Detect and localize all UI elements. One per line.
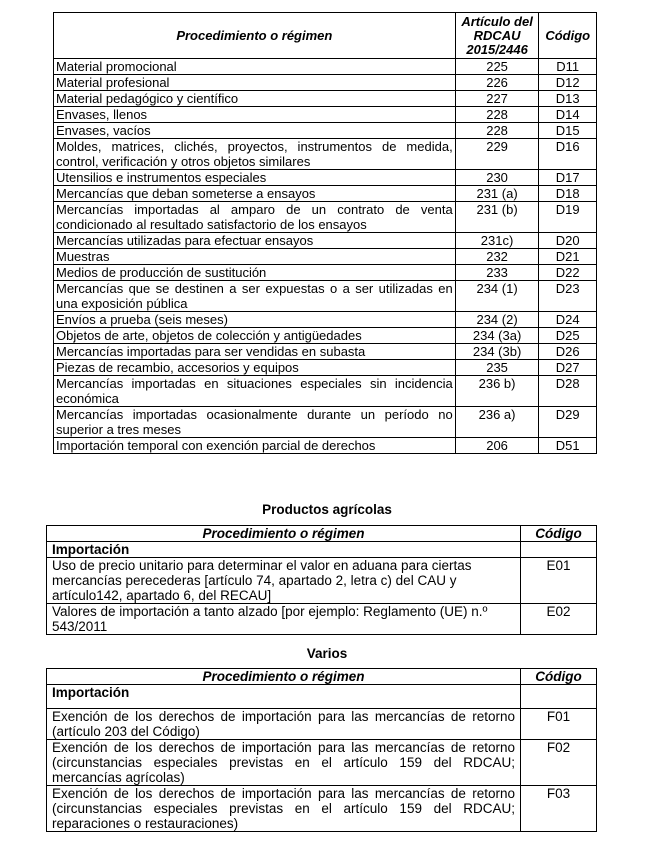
row-code: D25 [539, 328, 597, 344]
table-header-row [47, 669, 597, 685]
row-description: Mercancías importadas en situaciones especiales sin incidencia económica [54, 376, 456, 407]
row-description: Mercancías que deban someterse a ensayos [54, 186, 456, 202]
special-procedures-table [53, 12, 597, 454]
header-procedure: Procedimiento o régimen [47, 526, 521, 542]
table-row [54, 328, 597, 344]
table-row [47, 709, 597, 740]
row-description: Importación temporal con exención parcial de derechos [54, 438, 456, 454]
row-code: E01 [521, 558, 597, 604]
header-procedure: Procedimiento o régimen [47, 669, 521, 685]
header-procedure: Procedimiento o régimen [54, 13, 456, 59]
row-description: Material promocional [54, 59, 456, 75]
row-code: D22 [539, 265, 597, 281]
row-description: Material profesional [54, 75, 456, 91]
row-article: 230 [455, 170, 539, 186]
row-description: Mercancías utilizadas para efectuar ensayos [54, 233, 456, 249]
row-code: D17 [539, 170, 597, 186]
row-article: 234 (1) [455, 281, 539, 312]
table-row [54, 202, 597, 233]
table-row [54, 265, 597, 281]
table-row [54, 438, 597, 454]
table-body [54, 59, 597, 454]
row-article: 231 (b) [455, 202, 539, 233]
row-description: Medios de producción de sustitución [54, 265, 456, 281]
row-description: Muestras [54, 249, 456, 265]
row-article: 206 [455, 438, 539, 454]
row-code: D21 [539, 249, 597, 265]
row-code: D28 [539, 376, 597, 407]
group-row [47, 542, 597, 558]
row-article: 228 [455, 107, 539, 123]
row-article: 236 b) [455, 376, 539, 407]
row-description: Mercancías importadas ocasionalmente durante un período no superior a tres meses [54, 407, 456, 438]
row-article: 234 (2) [455, 312, 539, 328]
table-row [54, 170, 597, 186]
table-row [47, 558, 597, 604]
row-code: D24 [539, 312, 597, 328]
table-row [54, 233, 597, 249]
header-article: Artículo del RDCAU 2015/2446 [455, 13, 539, 59]
row-description: Exención de los derechos de importación para las mercancías de retorno (circunstancias especiales previstas en el artículo 159 del RDCAU; reparaciones o restauraciones) [47, 786, 521, 832]
agricultural-products-table [46, 525, 597, 635]
header-code: Código [521, 526, 597, 542]
section-title-various: Varios [306, 646, 348, 661]
row-code: F02 [521, 740, 597, 786]
row-article: 235 [455, 360, 539, 376]
row-article: 236 a) [455, 407, 539, 438]
empty-cell [521, 685, 597, 709]
row-article: 227 [455, 91, 539, 107]
row-description: Moldes, matrices, clichés, proyectos, instrumentos de medida, control, verificación y otros objetos similares [54, 139, 456, 170]
group-label: Importación [47, 542, 521, 558]
header-code: Código [521, 669, 597, 685]
row-code: D19 [539, 202, 597, 233]
table-row [54, 186, 597, 202]
row-description: Objetos de arte, objetos de colección y antigüedades [54, 328, 456, 344]
row-code: D11 [539, 59, 597, 75]
row-code: D26 [539, 344, 597, 360]
table-row [54, 249, 597, 265]
table-row [54, 376, 597, 407]
row-article: 225 [455, 59, 539, 75]
table-row [54, 360, 597, 376]
table-row [54, 281, 597, 312]
row-description: Mercancías importadas al amparo de un contrato de venta condicionado al resultado satisfactorio de los ensayos [54, 202, 456, 233]
table-row [47, 604, 597, 635]
table-row [54, 75, 597, 91]
row-description: Envases, vacíos [54, 123, 456, 139]
row-article: 233 [455, 265, 539, 281]
row-code: D16 [539, 139, 597, 170]
row-code: D20 [539, 233, 597, 249]
row-code: D27 [539, 360, 597, 376]
table-row [54, 139, 597, 170]
section-title-agricultural: Productos agrícolas [262, 502, 392, 517]
header-code: Código [539, 13, 597, 59]
row-code: F01 [521, 709, 597, 740]
group-label: Importación [47, 685, 521, 709]
various-table [46, 668, 597, 832]
row-description: Utensilios e instrumentos especiales [54, 170, 456, 186]
table-row [54, 312, 597, 328]
table-row [54, 107, 597, 123]
row-code: D51 [539, 438, 597, 454]
table-row [47, 740, 597, 786]
row-code: D29 [539, 407, 597, 438]
row-article: 232 [455, 249, 539, 265]
row-article: 234 (3a) [455, 328, 539, 344]
group-row [47, 685, 597, 709]
row-article: 234 (3b) [455, 344, 539, 360]
row-description: Exención de los derechos de importación para las mercancías de retorno (circunstancias especiales previstas en el artículo 159 del RDCAU; mercancías agrícolas) [47, 740, 521, 786]
row-article: 228 [455, 123, 539, 139]
row-code: D14 [539, 107, 597, 123]
table-row [54, 91, 597, 107]
row-code: E02 [521, 604, 597, 635]
row-code: D13 [539, 91, 597, 107]
row-description: Uso de precio unitario para determinar el valor en aduana para ciertas mercancías perecederas [artículo 74, apartado 2, letra c) del CAU y artículo142, apartado 6, del RECAU] [47, 558, 521, 604]
row-description: Envases, llenos [54, 107, 456, 123]
row-description: Material pedagógico y científico [54, 91, 456, 107]
row-description: Valores de importación a tanto alzado [por ejemplo: Reglamento (UE) n.º 543/2011 [47, 604, 521, 635]
table-row [54, 344, 597, 360]
row-code: D23 [539, 281, 597, 312]
table-header-row [47, 526, 597, 542]
row-description: Mercancías importadas para ser vendidas en subasta [54, 344, 456, 360]
row-article: 229 [455, 139, 539, 170]
row-code: D18 [539, 186, 597, 202]
empty-cell [521, 542, 597, 558]
row-description: Envíos a prueba (seis meses) [54, 312, 456, 328]
row-description: Mercancías que se destinen a ser expuestas o a ser utilizadas en una exposición pública [54, 281, 456, 312]
table-row [47, 786, 597, 832]
row-description: Piezas de recambio, accesorios y equipos [54, 360, 456, 376]
row-code: D15 [539, 123, 597, 139]
row-code: F03 [521, 786, 597, 832]
row-article: 226 [455, 75, 539, 91]
row-article: 231 (a) [455, 186, 539, 202]
table-header-row [54, 13, 597, 59]
row-article: 231c) [455, 233, 539, 249]
table-row [54, 59, 597, 75]
row-code: D12 [539, 75, 597, 91]
row-description: Exención de los derechos de importación para las mercancías de retorno (artículo 203 del Código) [47, 709, 521, 740]
table-row [54, 123, 597, 139]
table-row [54, 407, 597, 438]
